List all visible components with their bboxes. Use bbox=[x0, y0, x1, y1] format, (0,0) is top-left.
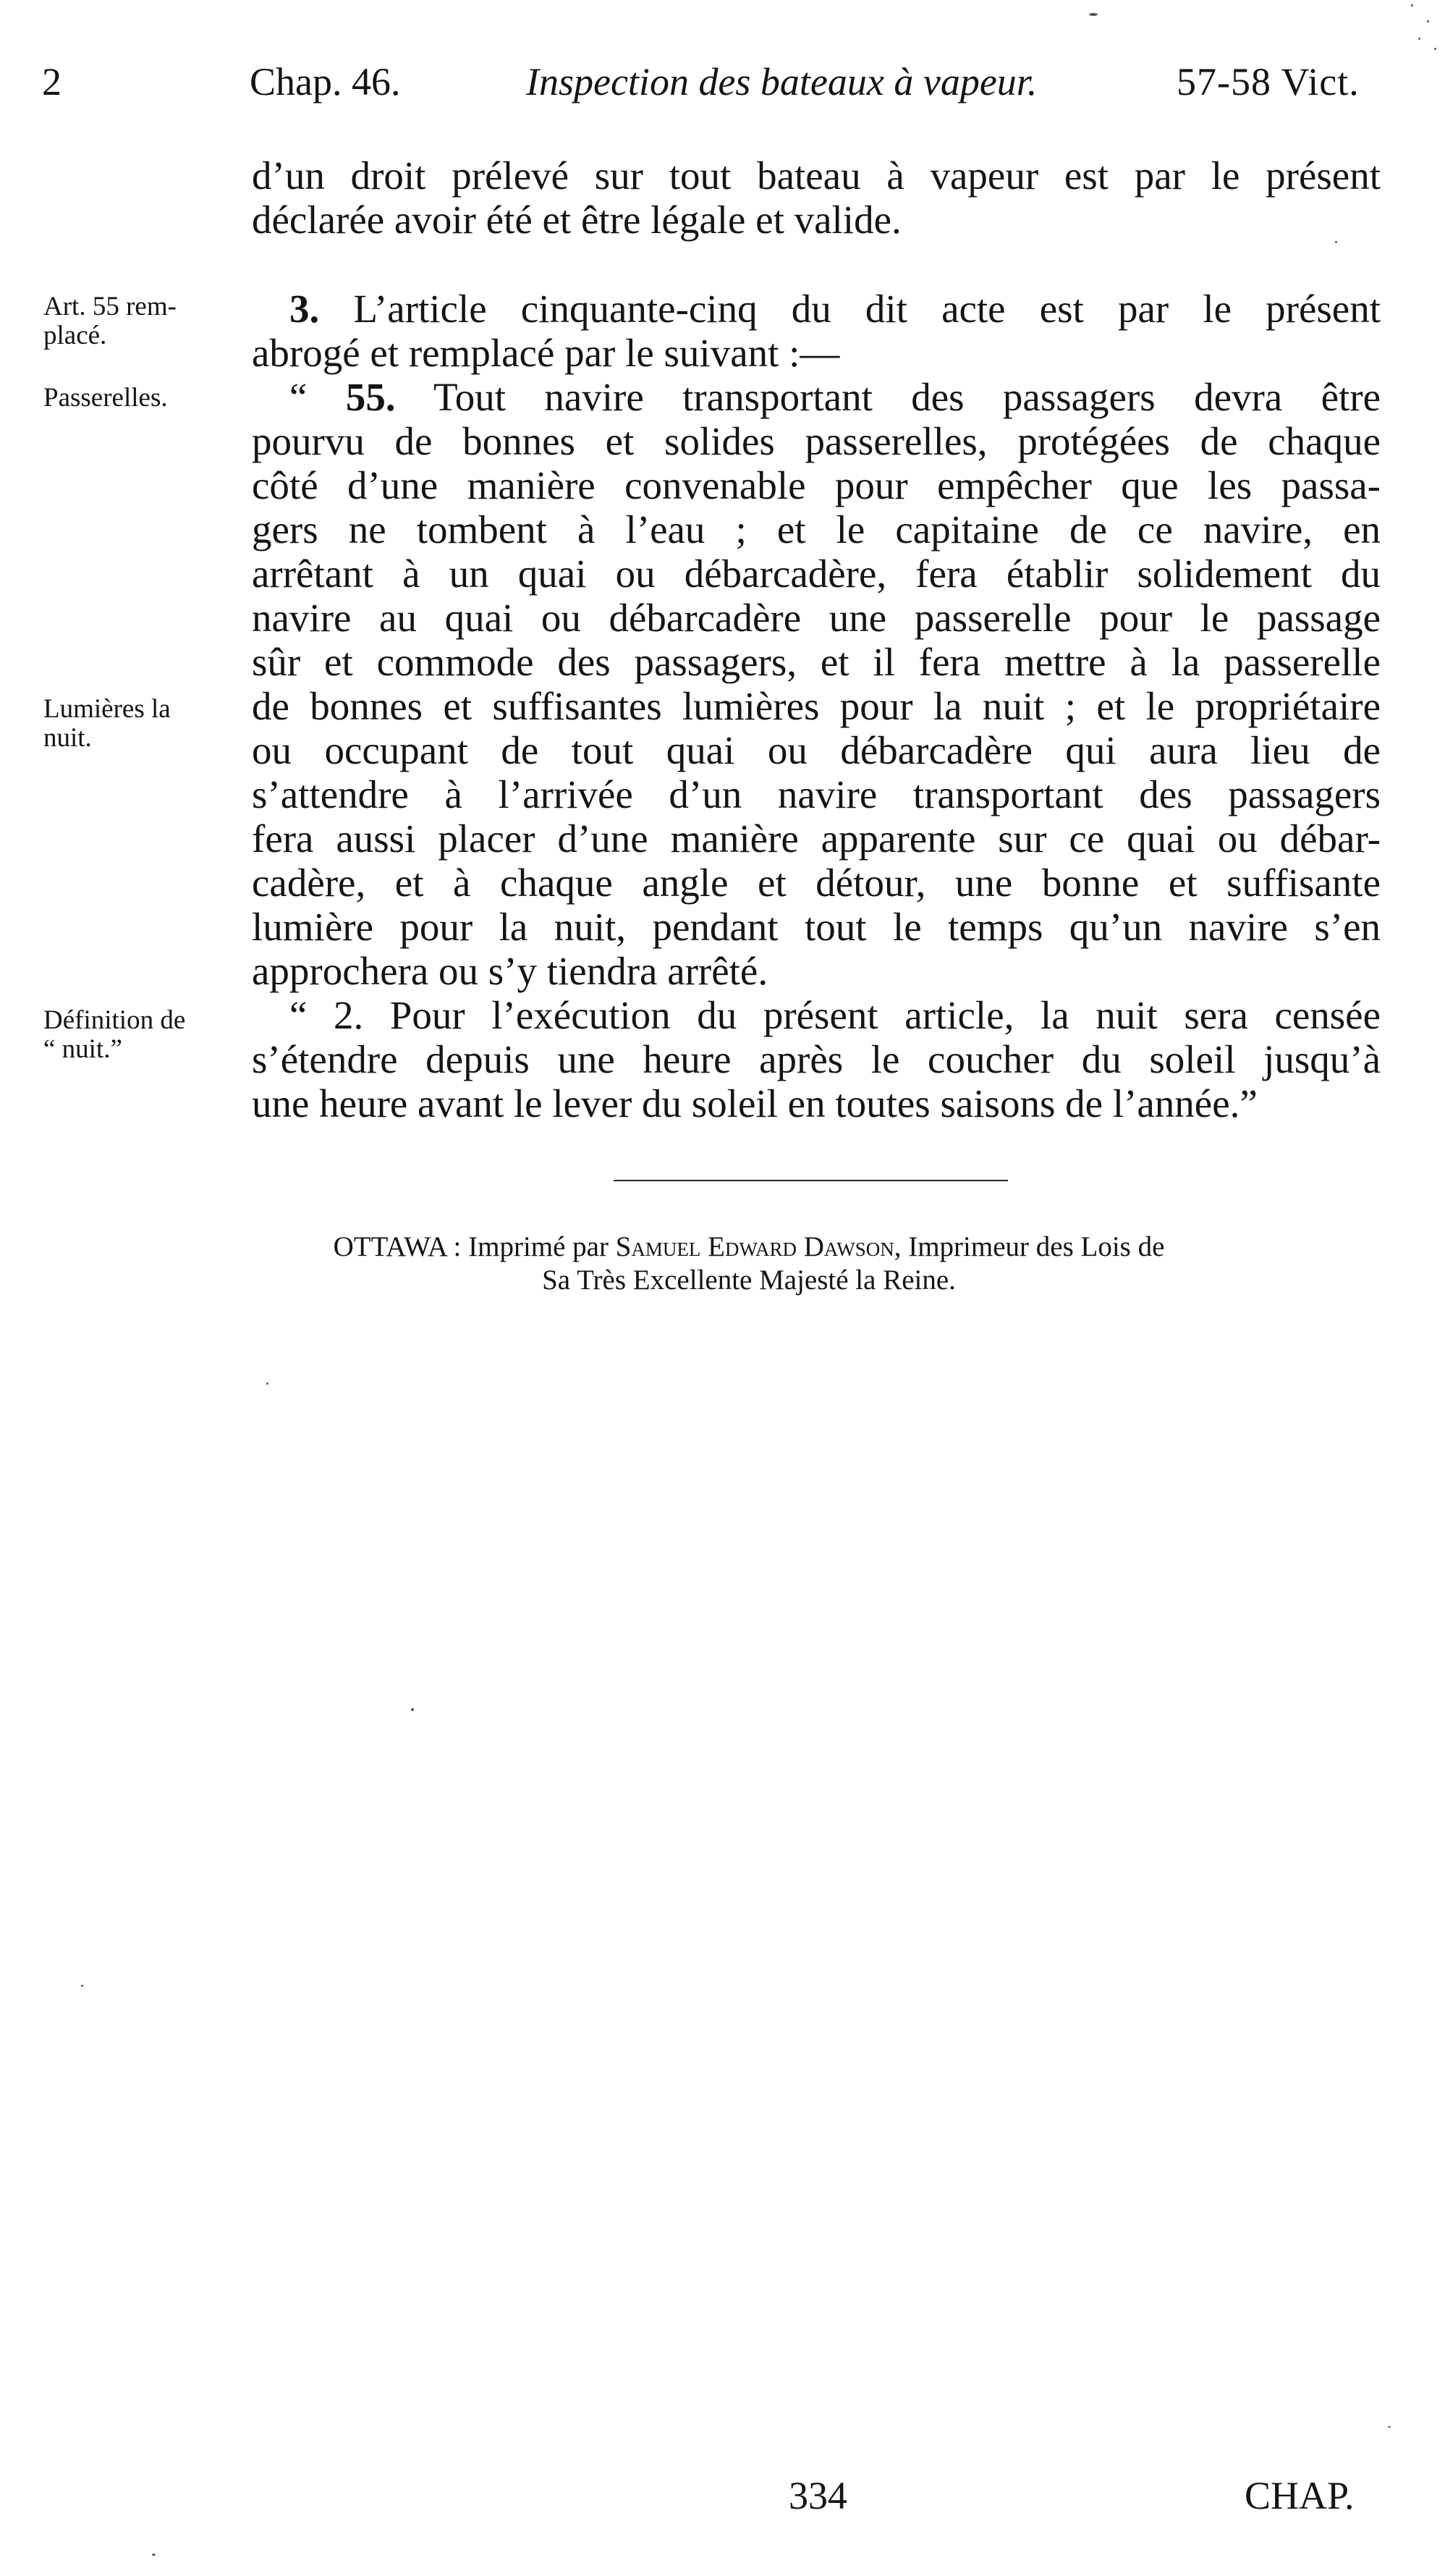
continuation-line: d’un droit prélevé sur tout bateau à vapeur est par le présent bbox=[252, 153, 1381, 198]
scan-speck bbox=[1418, 38, 1420, 40]
section-number: 3. bbox=[289, 287, 320, 331]
chapter-heading: Chap. 46. bbox=[250, 60, 401, 104]
scan-speck bbox=[1388, 2426, 1391, 2428]
printer-name: Samuel Edward Dawson bbox=[615, 1231, 894, 1262]
scan-speck bbox=[1427, 20, 1429, 22]
subsection-2-line: “ 2. Pour l’exécution du présent article, la nuit sera censée bbox=[289, 993, 1381, 1037]
margin-note-definition: Définition de “ nuit.” bbox=[43, 1005, 186, 1064]
article-55-line: approchera ou s’y tiendra arrêté. bbox=[252, 949, 768, 993]
scan-speck bbox=[266, 1382, 268, 1385]
continuation-line: déclarée avoir été et être légale et valide. bbox=[252, 198, 902, 242]
running-title: Inspection des bateaux à vapeur. bbox=[526, 60, 1038, 104]
article-55-line: “ 55. Tout navire transportant des passagers devra être bbox=[289, 375, 1381, 419]
margin-note-passerelles: Passerelles. bbox=[43, 383, 168, 413]
article-55-line: s’attendre à l’arrivée d’un navire transportant des passagers bbox=[252, 772, 1381, 816]
scan-speck bbox=[1411, 4, 1413, 7]
article-55-line: cadère, et à chaque angle et détour, une bonne et suffisante bbox=[252, 861, 1381, 905]
imprint-line: OTTAWA : Imprimé par Samuel Edward Dawson, Imprimeur des Lois de bbox=[333, 1231, 1165, 1262]
article-55-line: gers ne tombent à l’eau ; et le capitaine de ce navire, en bbox=[252, 507, 1381, 552]
regnal-year: 57-58 Vict. bbox=[1177, 60, 1360, 104]
article-55-line: côté d’une manière convenable pour empêcher que les passa- bbox=[252, 463, 1381, 507]
article-55-line: sûr et commode des passagers, et il fera mettre à la passerelle bbox=[252, 640, 1381, 684]
scan-speck bbox=[1335, 241, 1337, 243]
article-55-line: lumière pour la nuit, pendant tout le temps qu’un navire s’en bbox=[252, 905, 1381, 949]
subsection-2-line: s’étendre depuis une heure après le coucher du soleil jusqu’à bbox=[252, 1037, 1381, 1081]
section-3-line: 3. L’article cinquante-cinq du dit acte est par le présent bbox=[289, 287, 1381, 331]
imprint-line: Sa Très Excellente Majesté la Reine. bbox=[542, 1264, 956, 1296]
article-55-line: navire au quai ou débarcadère une passerelle pour le passage bbox=[252, 596, 1381, 640]
subsection-2-line: une heure avant le lever du soleil en toutes saisons de l’année.” bbox=[252, 1081, 1258, 1126]
scan-speck bbox=[1434, 48, 1436, 50]
section-3-line: abrogé et remplacé par le suivant :— bbox=[252, 331, 840, 375]
article-55-line: de bonnes et suffisantes lumières pour la nuit ; et le propriétaire bbox=[252, 684, 1381, 728]
separator-rule bbox=[614, 1180, 1008, 1181]
catchword: CHAP. bbox=[1245, 2474, 1355, 2517]
margin-note-art55: Art. 55 rem- placé. bbox=[43, 292, 177, 350]
scan-speck bbox=[411, 1708, 414, 1711]
page-number: 2 bbox=[42, 60, 62, 104]
margin-note-lumieres: Lumières la nuit. bbox=[43, 694, 171, 753]
article-55-line: arrêtant à un quai ou débarcadère, fera établir solidement du bbox=[252, 552, 1381, 596]
article-number: 55. bbox=[345, 375, 396, 419]
scan-speck bbox=[81, 1985, 83, 1987]
folio-number: 334 bbox=[789, 2474, 847, 2517]
article-55-line: pourvu de bonnes et solides passerelles, protégées de chaque bbox=[252, 419, 1381, 463]
scan-speck bbox=[152, 2554, 156, 2556]
article-55-line: ou occupant de tout quai ou débarcadère qui aura lieu de bbox=[252, 728, 1381, 772]
scan-speck bbox=[1089, 13, 1098, 16]
article-55-line: fera aussi placer d’une manière apparente sur ce quai ou débar- bbox=[252, 816, 1381, 861]
